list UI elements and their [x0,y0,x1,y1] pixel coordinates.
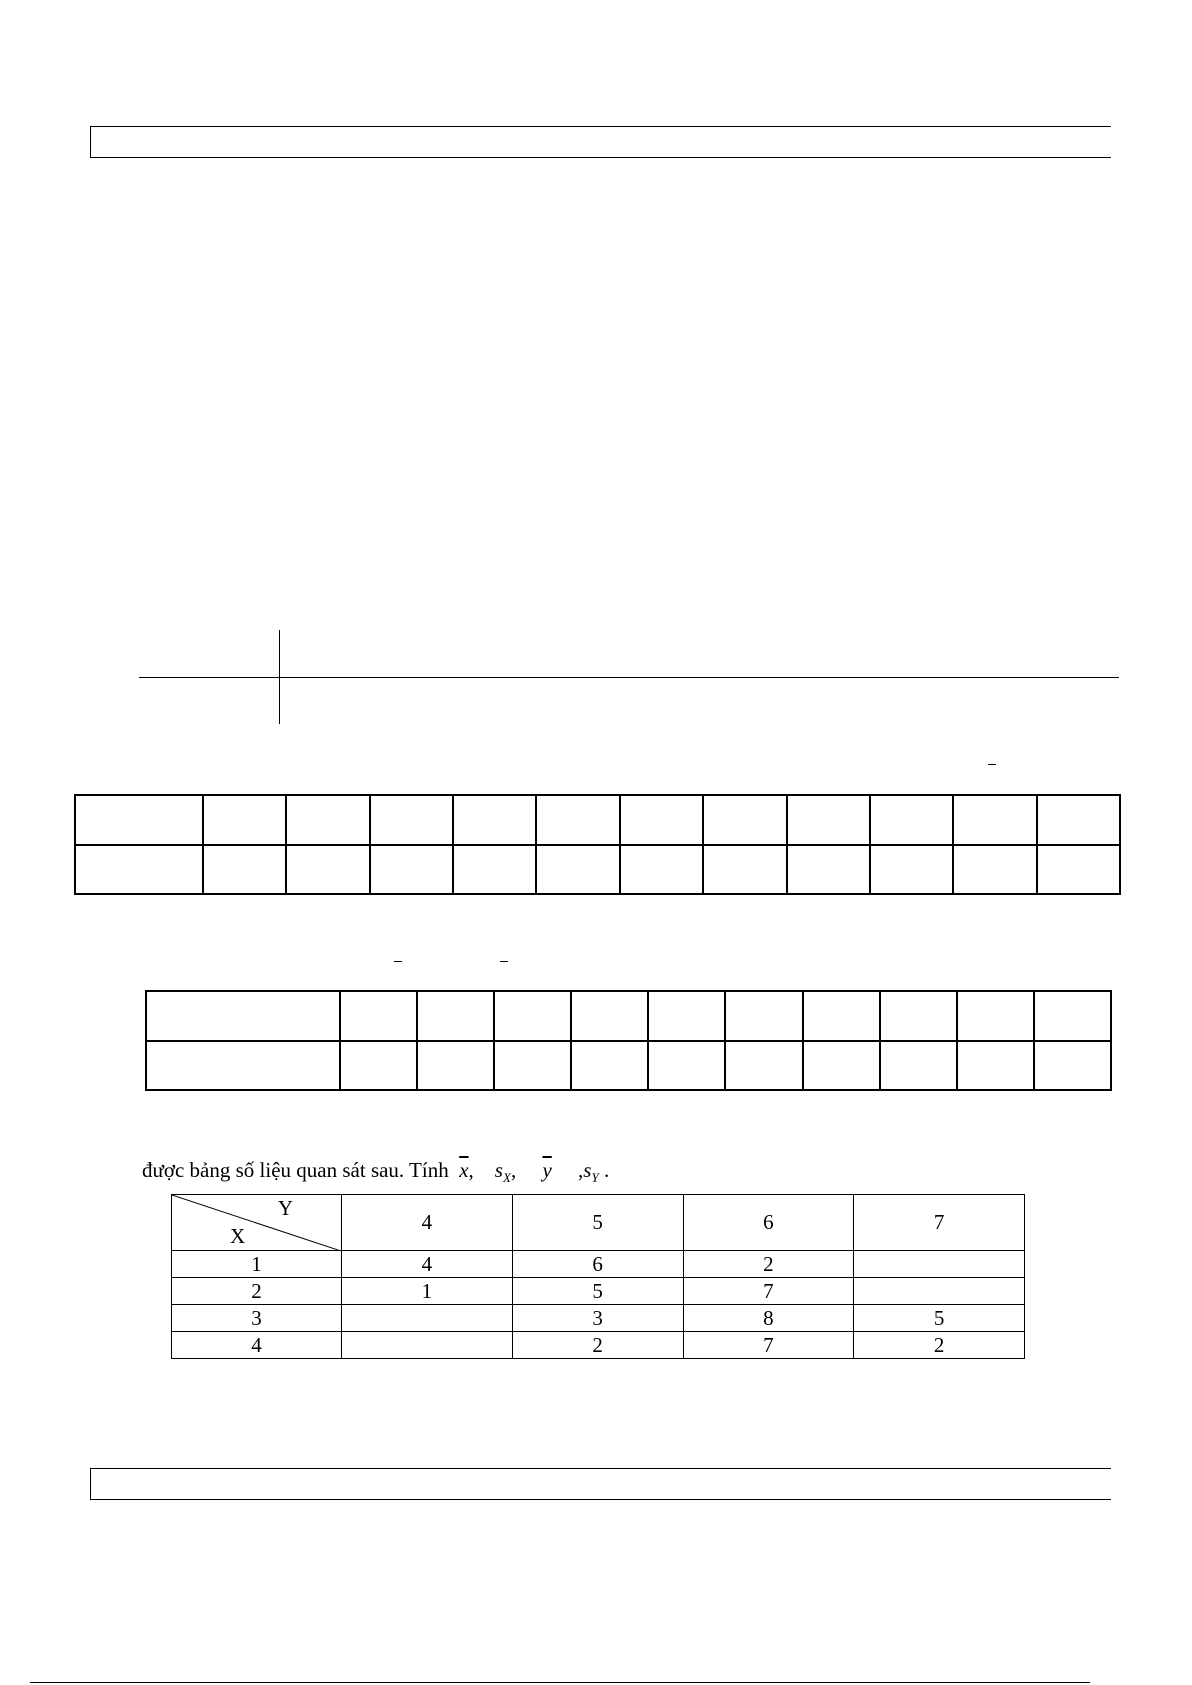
empty-grid-table-1 [74,794,1121,895]
table-cell [787,795,870,845]
s-symbol: s [494,1158,503,1182]
table-cell [803,991,880,1041]
punct: , [578,1158,584,1182]
corner-label-y: Y [277,1196,293,1220]
table-cell [1034,1041,1111,1091]
table-cell: 7 [683,1278,854,1305]
table-cell [342,1332,513,1359]
table-cell: 5 [854,1305,1025,1332]
row-header-cell: 2 [172,1278,342,1305]
question-text [142,1158,609,1186]
table-cell [620,845,703,895]
table-cell [787,845,870,895]
table-cell [648,991,725,1041]
table-cell [146,991,340,1041]
header-cell: 6 [683,1195,854,1251]
table-cell [803,1041,880,1091]
table-cell: 8 [683,1305,854,1332]
table-header-row [172,1195,1025,1251]
table-cell [870,845,953,895]
overbar-mark [394,961,402,962]
table-cell [340,991,417,1041]
table-cell [648,1041,725,1091]
table-cell [203,795,286,845]
table-cell [340,1041,417,1091]
table-cell [854,1251,1025,1278]
s-symbol: s [583,1158,592,1182]
separator-horizontal-line [139,677,1119,678]
corner-cell [172,1195,342,1251]
overbar-mark [988,764,996,765]
table-cell [494,1041,571,1091]
overbar-mark [500,961,508,962]
table-row [172,1305,1025,1332]
table-cell: 2 [512,1332,683,1359]
header-cell: 7 [854,1195,1025,1251]
footer-rule [30,1682,1090,1683]
corner-label-x: X [230,1224,246,1248]
table-cell [880,991,957,1041]
table-cell: 7 [683,1332,854,1359]
table-cell [725,1041,802,1091]
table-row [172,1278,1025,1305]
table-cell: 4 [342,1251,513,1278]
table-cell [854,1278,1025,1305]
x-bar-symbol: $\overline{x}$ [459,1158,469,1182]
table-cell [953,845,1036,895]
punct: , [468,1158,474,1182]
subscript-y: Y [591,1170,599,1186]
table-cell [453,795,536,845]
table-row [146,1041,1111,1091]
table-cell [725,991,802,1041]
table-cell [536,795,619,845]
header-cell: 5 [512,1195,683,1251]
table-cell [494,991,571,1041]
table-cell [370,845,453,895]
table-cell [571,1041,648,1091]
table-cell [880,1041,957,1091]
table-cell [1037,795,1120,845]
table-row [146,991,1111,1041]
table-cell [75,795,203,845]
row-header-cell: 4 [172,1332,342,1359]
table-cell [146,1041,340,1091]
table-cell [417,991,494,1041]
table-row [172,1332,1025,1359]
table-cell [342,1305,513,1332]
table-row [172,1251,1025,1278]
table-cell [75,845,203,895]
table-row [75,845,1120,895]
top-section-box [90,126,1111,158]
table-cell [536,845,619,895]
table-cell: 1 [342,1278,513,1305]
observation-table [171,1194,1025,1359]
table-cell [453,845,536,895]
table-cell [203,845,286,895]
table-cell: 2 [683,1251,854,1278]
header-cell: 4 [342,1195,513,1251]
table-cell [571,991,648,1041]
table-cell [870,795,953,845]
y-bar-symbol: $\overline{y}$ [542,1158,552,1182]
table-cell: 6 [512,1251,683,1278]
table-cell [1034,991,1111,1041]
table-cell [957,1041,1034,1091]
table-cell [1037,845,1120,895]
table-cell [620,795,703,845]
table-cell [370,795,453,845]
table-cell [286,845,369,895]
table-cell [703,845,786,895]
table-cell [286,795,369,845]
table-cell: 2 [854,1332,1025,1359]
question-prefix: được bảng số liệu quan sát sau. Tính [142,1158,449,1182]
row-header-cell: 1 [172,1251,342,1278]
table-cell: 3 [512,1305,683,1332]
punct: , [510,1158,517,1182]
punct: . [603,1158,610,1182]
table-cell [703,795,786,845]
row-header-cell: 3 [172,1305,342,1332]
subscript-x: X [502,1170,511,1186]
table-cell [957,991,1034,1041]
table-row [75,795,1120,845]
bottom-section-box [90,1468,1111,1500]
diagonal-line [172,1195,341,1251]
empty-grid-table-2 [145,990,1112,1091]
table-cell [417,1041,494,1091]
table-cell: 5 [512,1278,683,1305]
table-cell [953,795,1036,845]
